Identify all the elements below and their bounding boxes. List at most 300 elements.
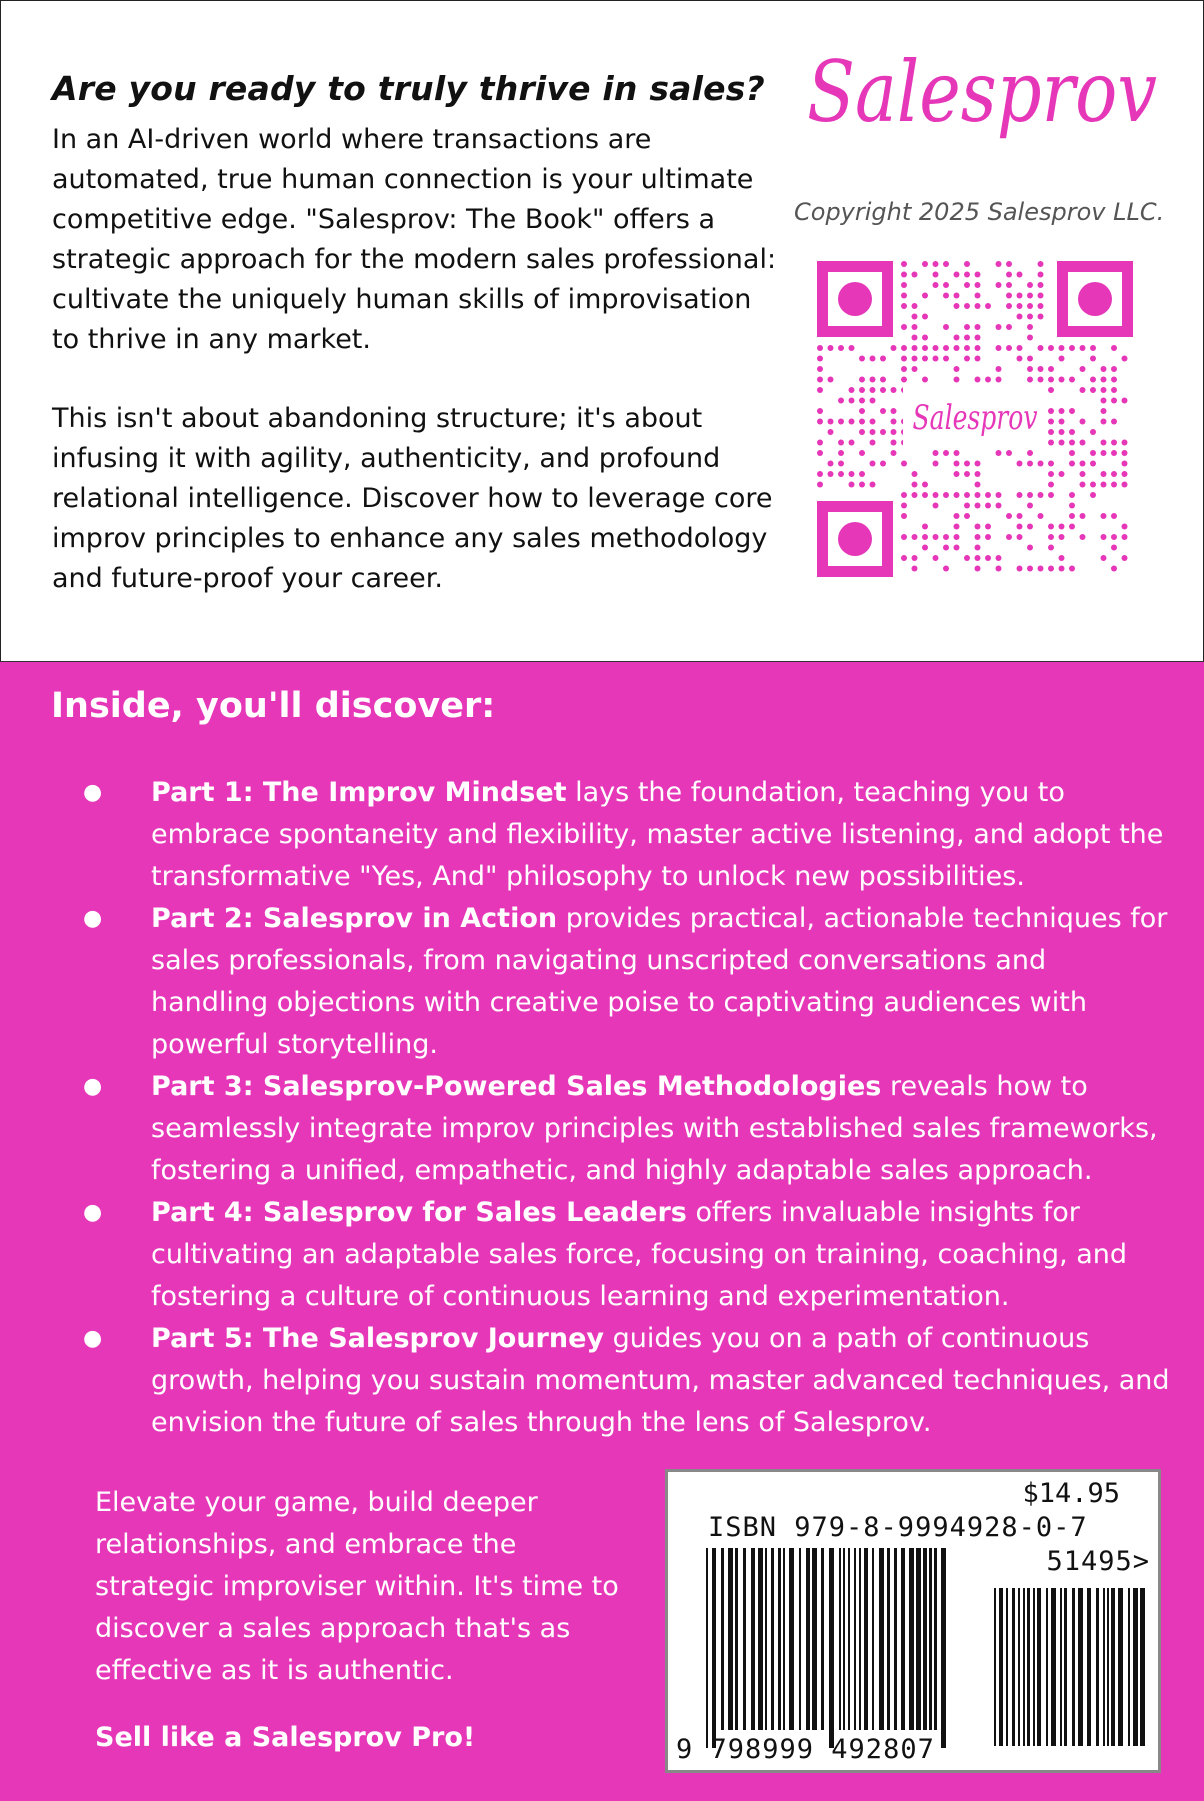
qr-dot — [1027, 492, 1033, 498]
qr-dot — [922, 492, 928, 498]
barcode-bar — [909, 1548, 914, 1730]
qr-dot — [922, 545, 928, 551]
qr-dot — [922, 482, 928, 488]
qr-dot — [1069, 524, 1075, 530]
qr-dot — [1048, 377, 1054, 383]
qr-dot — [880, 377, 886, 383]
qr-dot — [828, 429, 834, 435]
qr-dot — [1017, 566, 1023, 572]
qr-dot — [954, 450, 960, 456]
barcode-bar — [1140, 1588, 1145, 1746]
qr-dot — [922, 261, 928, 267]
qr-dot — [1048, 545, 1054, 551]
barcode-bar — [994, 1588, 996, 1746]
qr-dot — [1038, 366, 1044, 372]
barcode-bar — [789, 1548, 794, 1730]
barcode-bar — [941, 1548, 946, 1748]
parts-list — [51, 772, 1171, 1444]
part-title: Part 2: Salesprov in Action — [151, 903, 558, 934]
barcode-bar — [1023, 1588, 1025, 1746]
qr-dot — [1101, 534, 1107, 540]
inside-title: Inside, you'll discover: — [51, 686, 496, 726]
qr-dot — [901, 377, 907, 383]
qr-dot — [859, 482, 865, 488]
qr-dot — [975, 282, 981, 288]
qr-dot — [891, 345, 897, 351]
qr-dot — [1017, 513, 1023, 519]
qr-dot — [1027, 324, 1033, 330]
qr-dot — [828, 461, 834, 467]
qr-dot — [870, 377, 876, 383]
qr-dot — [954, 513, 960, 519]
qr-dot — [1027, 503, 1033, 509]
part-title: Part 4: Salesprov for Sales Leaders — [151, 1197, 687, 1228]
barcode-bar — [843, 1548, 845, 1730]
bullet-icon: ● — [83, 780, 103, 805]
qr-dot — [912, 272, 918, 278]
qr-dot — [817, 387, 823, 393]
qr-dot — [996, 282, 1002, 288]
barcode-bar — [1128, 1588, 1130, 1746]
qr-dot — [859, 471, 865, 477]
barcode-bar — [999, 1588, 1003, 1746]
qr-dot — [996, 324, 1002, 330]
qr-dot — [817, 366, 823, 372]
qr-dot — [1111, 482, 1117, 488]
qr-dot — [943, 566, 949, 572]
qr-dot — [901, 366, 907, 372]
barcode-bar — [848, 1548, 850, 1730]
qr-dot — [985, 524, 991, 530]
bullet-icon: ● — [83, 1074, 103, 1099]
qr-dot — [1006, 324, 1012, 330]
qr-dot — [1080, 482, 1086, 488]
qr-dot — [912, 345, 918, 351]
qr-dot — [1017, 356, 1023, 362]
qr-dot — [1111, 534, 1117, 540]
qr-dot — [912, 356, 918, 362]
qr-dot — [1080, 513, 1086, 519]
qr-dot — [880, 356, 886, 362]
qr-dot — [1080, 366, 1086, 372]
logo-text: Salesprov — [807, 43, 1157, 141]
qr-dot — [1069, 566, 1075, 572]
qr-dot — [1027, 335, 1033, 341]
qr-dot — [1027, 314, 1033, 320]
intro-paragraph-1: In an AI-driven world where transactions are automated, true human connection is your ultimate competitive edge. "Salesprov: The Book" offers a strategic approach for the modern sales professional: cultivate the uniquely human skills of improvisation to thrive in any market. — [52, 124, 777, 355]
qr-dot — [1080, 534, 1086, 540]
qr-code[interactable] — [815, 259, 1135, 579]
qr-dot — [922, 377, 928, 383]
qr-dot — [1101, 419, 1107, 425]
qr-dot — [1017, 461, 1023, 467]
qr-dot — [1080, 461, 1086, 467]
qr-dot — [870, 387, 876, 393]
bullet-icon: ● — [83, 906, 103, 931]
qr-dot — [891, 440, 897, 446]
qr-dot — [985, 377, 991, 383]
qr-dot — [1059, 345, 1065, 351]
qr-dot — [838, 398, 844, 404]
qr-dot — [1027, 450, 1033, 456]
qr-dot — [1111, 345, 1117, 351]
qr-dot — [1038, 314, 1044, 320]
qr-dot — [901, 272, 907, 278]
qr-dot — [954, 492, 960, 498]
barcode-bar — [1087, 1588, 1091, 1746]
qr-dot — [996, 566, 1002, 572]
qr-dot — [1038, 566, 1044, 572]
barcode-bar — [751, 1548, 755, 1730]
qr-dot — [1027, 461, 1033, 467]
barcode-bar — [887, 1548, 890, 1730]
qr-dot — [1122, 524, 1128, 530]
qr-dot — [1069, 345, 1075, 351]
addon-barcode-bars — [994, 1588, 1145, 1746]
qr-dot — [1048, 524, 1054, 530]
qr-dot — [1017, 345, 1023, 351]
qr-dot — [1059, 356, 1065, 362]
qr-dot — [954, 461, 960, 467]
qr-dot — [901, 345, 907, 351]
qr-dot — [1090, 345, 1096, 351]
qr-dot — [1048, 482, 1054, 488]
qr-dot — [985, 555, 991, 561]
qr-dot — [1059, 534, 1065, 540]
qr-dot — [1122, 356, 1128, 362]
list-item — [51, 1318, 1171, 1444]
qr-dot — [1048, 534, 1054, 540]
barcode-bar — [894, 1548, 897, 1730]
qr-dot — [975, 503, 981, 509]
qr-dot — [943, 450, 949, 456]
qr-dot — [912, 492, 918, 498]
qr-dot — [912, 471, 918, 477]
qr-dot — [1111, 566, 1117, 572]
qr-dot — [1017, 303, 1023, 309]
qr-dot — [891, 408, 897, 414]
qr-dot — [838, 471, 844, 477]
qr-dot — [1038, 282, 1044, 288]
part-text: guides you on a path of continuous growth, helping you sustain momentum, master advanced techniques, and envision the future of sales through the lens of Salesprov. — [151, 1323, 1170, 1438]
barcode-bar — [1033, 1588, 1035, 1746]
qr-dot — [933, 461, 939, 467]
qr-dot — [975, 303, 981, 309]
qr-dot — [859, 450, 865, 456]
qr-dot — [1111, 450, 1117, 456]
qr-dot — [1069, 450, 1075, 456]
qr-dot — [1038, 272, 1044, 278]
qr-dot — [1122, 440, 1128, 446]
qr-dot — [1101, 450, 1107, 456]
qr-dot — [1080, 419, 1086, 425]
qr-dot — [943, 492, 949, 498]
qr-dot — [933, 555, 939, 561]
qr-dot — [1069, 513, 1075, 519]
qr-dot — [1111, 545, 1117, 551]
qr-dot — [975, 534, 981, 540]
qr-center-label: Salesprov — [912, 398, 1038, 438]
qr-dot — [1027, 293, 1033, 299]
qr-dot — [954, 524, 960, 530]
qr-dot — [964, 303, 970, 309]
qr-dot — [933, 492, 939, 498]
qr-dot — [1122, 461, 1128, 467]
qr-dot — [922, 335, 928, 341]
call-to-action: Sell like a Salesprov Pro! — [95, 1722, 476, 1753]
qr-dot — [1038, 461, 1044, 467]
qr-dot — [828, 377, 834, 383]
qr-dot — [880, 429, 886, 435]
barcode-bar — [721, 1548, 724, 1730]
qr-dot — [1038, 377, 1044, 383]
list-item — [51, 1192, 1171, 1318]
barcode-bar — [812, 1548, 817, 1730]
isbn-label: ISBN 979-8-9994928-0-7 — [708, 1512, 1088, 1543]
qr-dot — [1090, 377, 1096, 383]
qr-dot — [922, 534, 928, 540]
list-item — [51, 772, 1171, 898]
barcode-bar — [872, 1548, 874, 1730]
qr-dot — [838, 345, 844, 351]
qr-dot — [912, 555, 918, 561]
barcode-bar — [728, 1548, 733, 1730]
part-text: reveals how to seamlessly integrate improv principles with established sales frameworks, fostering a unified, empathetic, and highly adaptable sales approach. — [151, 1071, 1158, 1186]
intro-paragraph-2: This isn't about abandoning structure; it's about infusing it with agility, authenticity, and profound relational intelligence. Discover how to leverage core improv principles to enhance any sales methodology and future-proof your career. — [52, 403, 773, 594]
qr-dot — [912, 335, 918, 341]
qr-dot — [901, 282, 907, 288]
barcode-bar — [765, 1548, 767, 1730]
qr-dot — [933, 345, 939, 351]
qr-dot — [1027, 356, 1033, 362]
qr-dot — [1111, 513, 1117, 519]
qr-dot — [1101, 377, 1107, 383]
qr-dot — [996, 450, 1002, 456]
qr-dot — [1059, 429, 1065, 435]
qr-dot — [1006, 282, 1012, 288]
barcode-bar — [854, 1548, 856, 1730]
qr-dot — [1006, 345, 1012, 351]
qr-dot — [1111, 419, 1117, 425]
qr-dot — [954, 545, 960, 551]
qr-dot — [870, 461, 876, 467]
closing-paragraph: Elevate your game, build deeper relationships, and embrace the strategic improviser within. It's time to discover a sales approach that's as effective as it is authentic. — [95, 1487, 619, 1686]
qr-dot — [964, 324, 970, 330]
qr-dot — [1101, 366, 1107, 372]
qr-dot — [870, 419, 876, 425]
qr-dot — [1048, 429, 1054, 435]
qr-dot — [859, 398, 865, 404]
qr-dot — [1069, 440, 1075, 446]
qr-dot — [870, 440, 876, 446]
qr-dot — [912, 324, 918, 330]
qr-dot — [1101, 471, 1107, 477]
barcode-bar — [1037, 1588, 1041, 1746]
qr-dot — [880, 408, 886, 414]
barcode-bar — [1072, 1588, 1075, 1746]
qr-dot — [817, 440, 823, 446]
bottom-section — [0, 661, 1204, 1801]
qr-dot — [1048, 461, 1054, 467]
qr-dot — [943, 545, 949, 551]
qr-dot — [912, 303, 918, 309]
qr-dot — [817, 377, 823, 383]
qr-dot — [912, 482, 918, 488]
qr-dot — [901, 303, 907, 309]
qr-dot — [954, 335, 960, 341]
qr-dot — [975, 356, 981, 362]
barcode-bar — [1107, 1588, 1109, 1746]
qr-dot — [1048, 492, 1054, 498]
qr-dot — [859, 408, 865, 414]
qr-dot — [964, 513, 970, 519]
barcode-bar — [712, 1548, 716, 1748]
qr-dot — [1122, 471, 1128, 477]
part-title: Part 3: Salesprov-Powered Sales Methodologies — [151, 1071, 882, 1102]
qr-dot — [954, 471, 960, 477]
qr-dot — [870, 398, 876, 404]
qr-dot — [1059, 440, 1065, 446]
qr-dot — [838, 450, 844, 456]
qr-dot — [954, 377, 960, 383]
qr-dot — [891, 429, 897, 435]
qr-dot — [1059, 555, 1065, 561]
qr-dot — [1017, 534, 1023, 540]
qr-dot — [922, 356, 928, 362]
qr-dot — [859, 377, 865, 383]
qr-dot — [985, 492, 991, 498]
qr-dot — [849, 482, 855, 488]
qr-dot — [964, 492, 970, 498]
qr-dot — [849, 471, 855, 477]
qr-dot — [1048, 471, 1054, 477]
barcode-bar — [901, 1548, 905, 1730]
qr-dot — [1027, 545, 1033, 551]
qr-dot — [975, 293, 981, 299]
qr-dot — [1101, 408, 1107, 414]
qr-dot — [1111, 366, 1117, 372]
qr-dot — [1048, 440, 1054, 446]
qr-dot — [1048, 566, 1054, 572]
qr-dot — [912, 314, 918, 320]
qr-finder-top-left — [817, 261, 893, 337]
barcode-bar — [839, 1548, 841, 1730]
barcode-bar — [1051, 1588, 1056, 1746]
qr-dot — [922, 293, 928, 299]
barcode-bar — [1012, 1588, 1015, 1746]
barcode-bar — [1046, 1588, 1048, 1746]
qr-dot — [870, 356, 876, 362]
qr-dot — [954, 534, 960, 540]
qr-dot — [1048, 366, 1054, 372]
qr-dot — [943, 534, 949, 540]
qr-dot — [849, 387, 855, 393]
barcode-bar — [783, 1548, 785, 1730]
qr-dot — [975, 545, 981, 551]
qr-dot — [912, 534, 918, 540]
qr-dot — [1059, 419, 1065, 425]
qr-dot — [933, 503, 939, 509]
qr-dot — [985, 534, 991, 540]
qr-dot — [828, 471, 834, 477]
qr-dot — [1048, 408, 1054, 414]
barcode-bar — [1027, 1588, 1030, 1746]
qr-dot — [912, 366, 918, 372]
barcode-bar — [864, 1548, 868, 1730]
price-label: $14.95 — [1022, 1478, 1120, 1509]
qr-dot — [901, 492, 907, 498]
qr-dot — [996, 261, 1002, 267]
barcode-bar — [1060, 1588, 1062, 1746]
qr-dot — [817, 345, 823, 351]
qr-dot — [954, 366, 960, 372]
part-text: offers invaluable insights for cultivating an adaptable sales force, focusing on training, coaching, and fostering a culture of continuous learning and experimentation. — [151, 1197, 1128, 1312]
qr-dot — [1038, 513, 1044, 519]
qr-dot — [817, 408, 823, 414]
barcode-bar — [1064, 1588, 1067, 1746]
ean-barcode-bars — [706, 1548, 946, 1748]
qr-dot — [943, 282, 949, 288]
qr-dot — [901, 534, 907, 540]
qr-dot — [912, 566, 918, 572]
qr-dot — [1069, 377, 1075, 383]
barcode-bar — [1111, 1588, 1115, 1746]
qr-dot — [1111, 377, 1117, 383]
qr-dot — [880, 387, 886, 393]
qr-dot — [964, 503, 970, 509]
qr-dot — [1090, 356, 1096, 362]
barcode-bar — [1096, 1588, 1099, 1746]
qr-dot — [901, 261, 907, 267]
addon-code-label: 51495> — [1046, 1546, 1150, 1577]
barcode-bar — [1133, 1588, 1138, 1746]
qr-dot — [1027, 366, 1033, 372]
barcode-bar — [706, 1548, 708, 1748]
qr-dot — [1080, 471, 1086, 477]
qr-dot — [1059, 566, 1065, 572]
qr-dot — [996, 555, 1002, 561]
barcode-bar — [1118, 1588, 1123, 1746]
qr-dot — [975, 566, 981, 572]
qr-dot — [933, 356, 939, 362]
qr-dot — [975, 461, 981, 467]
qr-dot — [943, 345, 949, 351]
qr-finder-bottom-left — [817, 501, 893, 577]
qr-dot — [1006, 272, 1012, 278]
qr-dot — [1122, 450, 1128, 456]
qr-dot — [1101, 398, 1107, 404]
qr-dot — [817, 482, 823, 488]
qr-dot — [943, 293, 949, 299]
qr-dot — [975, 345, 981, 351]
list-item — [51, 1066, 1171, 1192]
qr-dot — [943, 261, 949, 267]
barcode-bar — [799, 1548, 801, 1730]
qr-dot — [954, 345, 960, 351]
qr-dot — [985, 303, 991, 309]
qr-dot — [891, 419, 897, 425]
bullet-icon: ● — [83, 1326, 103, 1351]
qr-dot — [1069, 408, 1075, 414]
qr-dot — [985, 503, 991, 509]
barcode-bar — [916, 1548, 921, 1730]
qr-dot — [1080, 345, 1086, 351]
isbn-barcode — [665, 1469, 1161, 1773]
qr-dot — [1069, 429, 1075, 435]
qr-dot — [1017, 314, 1023, 320]
qr-dot — [943, 356, 949, 362]
qr-dot — [933, 282, 939, 288]
